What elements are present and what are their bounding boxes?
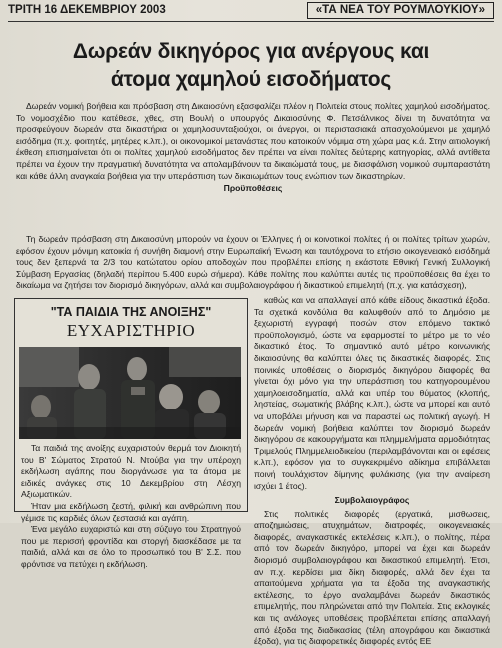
box-title: "ΤΑ ΠΑΙΔΙΑ ΤΗΣ ΑΝΟΙΞΗΣ" bbox=[50, 305, 212, 319]
lead-section bbox=[16, 101, 490, 195]
subhead-prerequisites: Προϋποθέσεις bbox=[223, 183, 283, 194]
right-paragraph-1: καθώς και να απαλλαγεί από κάθε είδους δικαστικά έξοδα. Τα σχετικά κονδύλια θα καλυφθούν από το Δημόσιο με ξεχωριστή εγγραφή ποσών στον επόμενο τακτικό προϋπολογισμό, ώστε να εφαρμοστεί το μέτρο με το νέο δικαστικό έτος. Το σημαντικό αυτό μέτρο κοινωνικής δικαιοσύνης θα καλύπτει όλες τις δικαστικές διαφορές. Στις ποινικές υποθέσεις ο διορισμός δικηγόρου διαφορές θα γίνεται όχι μόνο για την υπεράσπιση του κατηγορουμένου χαμηλοεισοδηματία, αλλά και υπέρ του θύματος (κλοπής, ληστείας, σωματικής βλάβης κ.λπ.), ώστε να μπορεί και αυτό να υποβάλει μήνυση και να παραστεί ως πολιτική αγωγή. Η δωρεάν νομική βοήθεια καλύπτει τον διορισμό δωρεάν δικηγόρου σε κακουργήματα και πλημμελήματα αρμοδιότητας Τριμελούς Πλημμελειοδικείου (περιλαμβάνονται και οι εφέσεις κ.λπ.), εφόσον για το συγκεκριμένο αδίκημα επιβάλλεται ποινή τουλάχιστον δίμηνης φυλάκισης (για την αναίρεση ισχύει 1 έτος). bbox=[254, 295, 490, 491]
event-photo bbox=[19, 347, 241, 439]
subhead-notary: Συμβολαιογράφος bbox=[334, 495, 410, 506]
box-caption bbox=[21, 443, 241, 571]
right-column bbox=[254, 295, 490, 648]
event-photo-image bbox=[19, 347, 241, 439]
page-header bbox=[8, 2, 494, 20]
box-paragraph-3: Ένα μεγάλο ευχαριστώ και στη σύζυγο του Στρατηγού που με περισσή φροντίδα και στοργή διασκέδασε με τα παιδιά, αλλά και σε όλο το προσωπικό του Β' Σ.Σ. που φρόντισε να πετύχει η εκδήλωση. bbox=[21, 524, 241, 569]
second-paragraph: Τη δωρεάν πρόσβαση στη Δικαιοσύνη μπορούν να έχουν οι Έλληνες ή οι κοινοτικοί πολίτες ή οι πολίτες τρίτων χωρών, εφόσον έχουν μόνιμη κατοικία ή συνήθη διαμονή στην Ευρωπαϊκή Ένωση και ταυτόχρονα το ετήσιο οικογενειακό εισόδημά τους δεν ξεπερνά τα 2/3 του κατώτατου ορίου αποδοχών που προβλέπει επίσης η εκάστοτε Εθνική Γενική Συλλογική Σύμβαση Εργασίας (δηλαδή περίπου 5.400 ευρώ σήμερα). Κάθε πολίτης που καλύπτει αυτές τις προϋποθέσεις θα έχει το δικαίωμα να ζητήσει τον διορισμό δικηγόρων, αλλά και συμβολαιογράφου ή δικαστικού επιμελητή (π.χ. για κατάσχεση), bbox=[16, 234, 490, 291]
article-headline bbox=[10, 38, 492, 94]
box-paragraph-1: Τα παιδιά της ανοίξης ευχαριστούν θερμά τον Διοικητή του Β' Σώματος Στρατού Ν. Ντούβα για την υπέροχη εκδήλωση αγάπης που διοργάνωσε για τα άτομα με ειδικές ανάγκες στις 10 Δεκεμβρίου στη Λέσχη Αξιωματικών. bbox=[21, 443, 241, 500]
header-date: ΤΡΙΤΗ 16 ΔΕΚΕΜΒΡΙΟΥ 2003 bbox=[8, 4, 166, 16]
box-paragraph-2: Ήταν μια εκδήλωση ζεστή, φιλική και ανθρώπινη που γέμισε τις καρδιές όλων ζεστασιά και αγάπη. bbox=[21, 500, 241, 523]
headline-line-1: Δωρεάν δικηγόρος για ανέργους και bbox=[72, 40, 430, 63]
second-section bbox=[16, 234, 490, 292]
box-subtitle: ΕΥΧΑΡΙΣΤΗΡΙΟ bbox=[66, 321, 196, 340]
thank-you-box bbox=[14, 298, 248, 569]
headline-line-2: άτομα χαμηλού εισοδήματος bbox=[110, 68, 392, 91]
right-paragraph-2: Στις πολιτικές διαφορές (εργατικά, μισθωσεις, αποζημιώσεις, ατυχημάτων, διατροφές, οικογενειακές διαφορές, αναγκαστικές εκτελέσεις κ.λπ.), ο πολίτης, πέρα από τον δωρεάν δικηγόρο, μπορεί να έχει και δωρεάν διορισμό συμβολαιογράφου και δικαστικού επιμελητή. Έτσι, αν π.χ. κερδίσει μια δίκη διαφορές, αλλά δεν έχει τα απαιτούμενα χρήματα για τα έξοδα της αναγκαστικής εκτέλεσης, το έργο αναλαμβάνει δωρεάν δικαστικός επιμελητής, που πληρώνεται από την Πολιτεία. Στις εκλογικές και τις ανάλογες υποθέσεις προβλέπεται επίσης απαλλαγή από έξοδα της διαδικασίας (τέλη απογράφου και δικαστικά έξοδα), για τις διαφορετικές διαφορές εντός ΕΕ bbox=[254, 508, 490, 647]
header-rule bbox=[8, 21, 494, 22]
header-paper-name: «ΤΑ ΝΕΑ ΤΟΥ ΡΟΥΜΛΟΥΚΙΟΥ» bbox=[307, 2, 494, 19]
lead-paragraph: Δωρεάν νομική βοήθεια και πρόσβαση στη Δικαιοσύνη εξασφαλίζει πλέον η Πολιτεία στους πολίτες χαμηλού εισοδήματος. Το νομοσχέδιο που κατέθεσε, χθες, στη Βουλή ο υπουργός Δικαιοσύνης Φ. Πετσάλνικος δίνει τη δυνατότητα να προσφεύγουν δωρεάν στα δικαστήρια οι χαμηλοσυνταξιούχοι, οι άνεργοι, οι περιστασιακά απασχολούμενοι με χαμηλό εισόδημα (π.χ. φοιτητές, μητέρες κ.λπ.), οι οικονομικοί μετανάστες που κατοικούν νόμιμα στη χώρα μας κ.ά. Στην αιτιολογική έκθεση επισημαίνεται ότι οι πολίτες χαμηλού εισοδήματος δεν πρέπει να είναι πολίτες δεύτερης κατηγορίας, αλλά αντίθετα πρέπει να έχουν την πραγματική δυνατότητα να απολαμβάνουν τα δικαιώματά τους, με διασφάλιση νομικού συμπαραστάτη και κάθε άλλη αναγκαία βοήθεια για την υπεράσπιση των δικαιωμάτων τους ενώπιον των δικαστηρίων. bbox=[16, 101, 490, 181]
